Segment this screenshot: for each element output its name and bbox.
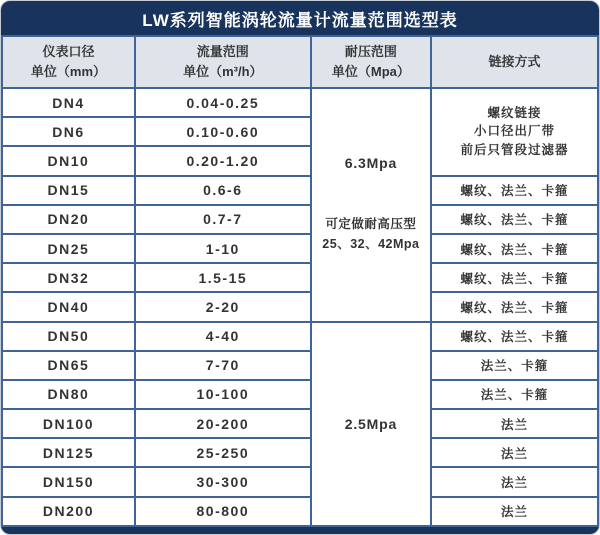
connection-cell: 螺纹、法兰、卡箍 [431, 205, 598, 234]
flow-cell: 25-250 [135, 438, 311, 467]
header-cell-flow-range [135, 36, 311, 88]
spec-table [1, 35, 599, 527]
dn-cell: DN200 [2, 497, 135, 526]
header-cell-connection [431, 36, 598, 88]
header-cell-pressure-range [311, 36, 431, 88]
flow-cell: 1.5-15 [135, 263, 311, 292]
connection-note-line2: 小口径出厂带 [474, 124, 556, 139]
dn-cell: DN100 [2, 409, 135, 438]
table-row [2, 263, 598, 292]
pressure-note-line1: 可定做耐高压型 [325, 217, 417, 232]
connection-cell: 螺纹、法兰、卡箍 [431, 292, 598, 321]
pressure-group-high-cell [311, 88, 431, 322]
table-row [2, 292, 598, 321]
flow-cell: 0.10-0.60 [135, 117, 311, 146]
table-row [2, 88, 598, 117]
table-row [2, 497, 598, 526]
pressure-note-line2: 25、32、42Mpa [322, 236, 420, 251]
table-row [2, 205, 598, 234]
dn-cell: DN65 [2, 351, 135, 380]
flow-cell: 0.20-1.20 [135, 146, 311, 175]
table-row [2, 438, 598, 467]
pressure-value: 2.5Mpa [344, 415, 398, 432]
flow-cell: 20-200 [135, 409, 311, 438]
flow-cell: 2-20 [135, 292, 311, 321]
dn-cell: DN32 [2, 263, 135, 292]
connection-cell: 法兰 [431, 467, 598, 496]
dn-cell: DN15 [2, 176, 135, 205]
connection-cell: 法兰、卡箍 [431, 351, 598, 380]
dn-cell: DN6 [2, 117, 135, 146]
connection-cell: 法兰 [431, 438, 598, 467]
pressure-value: 6.3Mpa [344, 155, 398, 172]
connection-note-line3: 前后只管段过滤器 [460, 143, 569, 158]
dn-cell: DN20 [2, 205, 135, 234]
table-row [2, 467, 598, 496]
table-row [2, 351, 598, 380]
flow-cell: 0.04-0.25 [135, 88, 311, 117]
header-cell-diameter [2, 36, 135, 88]
table-title: LW系列智能涡轮流量计流量范围选型表 [1, 1, 599, 35]
dn-cell: DN4 [2, 88, 135, 117]
connection-cell: 法兰 [431, 409, 598, 438]
flow-cell: 7-70 [135, 351, 311, 380]
header-row [2, 36, 598, 88]
flow-cell: 1-10 [135, 234, 311, 263]
connection-cell: 法兰 [431, 497, 598, 526]
connection-cell: 法兰、卡箍 [431, 380, 598, 409]
header-flow-line1: 流量范围 [196, 43, 249, 59]
flow-cell: 30-300 [135, 467, 311, 496]
table-row [2, 409, 598, 438]
flow-cell: 10-100 [135, 380, 311, 409]
table-row [2, 176, 598, 205]
connection-small-diameter-cell [431, 88, 598, 176]
pressure-note [314, 215, 428, 254]
connection-cell: 螺纹、法兰、卡箍 [431, 234, 598, 263]
connection-cell: 螺纹、法兰、卡箍 [431, 176, 598, 205]
connection-cell: 螺纹、法兰、卡箍 [431, 322, 598, 351]
dn-cell: DN125 [2, 438, 135, 467]
flow-cell: 80-800 [135, 497, 311, 526]
flow-cell: 0.7-7 [135, 205, 311, 234]
header-diameter-line2: 单位（mm） [30, 64, 107, 79]
table-row [2, 322, 598, 351]
flow-cell: 0.6-6 [135, 176, 311, 205]
table-row [2, 380, 598, 409]
header-pressure-line2: 单位（Mpa） [331, 64, 410, 79]
dn-cell: DN10 [2, 146, 135, 175]
flow-cell: 4-40 [135, 322, 311, 351]
header-pressure-line1: 耐压范围 [344, 43, 397, 59]
connection-cell: 螺纹、法兰、卡箍 [431, 263, 598, 292]
dn-cell: DN40 [2, 292, 135, 321]
header-connection-line1: 链接方式 [488, 53, 541, 69]
header-flow-line2: 单位（m³/h） [183, 64, 263, 79]
table-row [2, 234, 598, 263]
dn-cell: DN25 [2, 234, 135, 263]
dn-cell: DN150 [2, 467, 135, 496]
pressure-group-low-cell [311, 322, 431, 527]
header-diameter-line1: 仪表口径 [42, 43, 95, 59]
table-wrap [1, 35, 599, 527]
connection-note-line1: 螺纹链接 [487, 105, 542, 120]
bottom-accent-bar [1, 527, 599, 534]
dn-cell: DN80 [2, 380, 135, 409]
dn-cell: DN50 [2, 322, 135, 351]
